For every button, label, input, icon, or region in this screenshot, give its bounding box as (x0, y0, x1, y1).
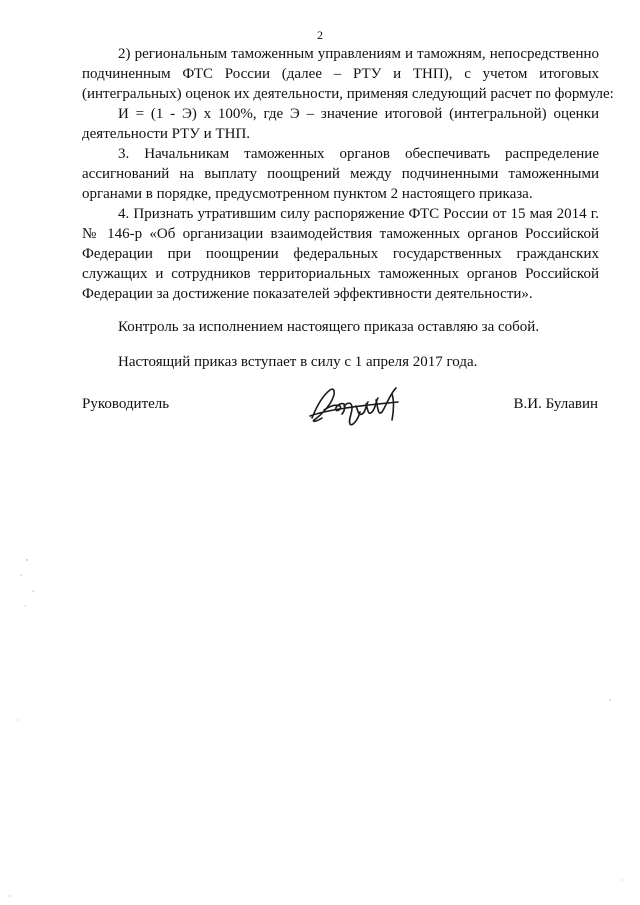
signatory-name: В.И. Булавин (513, 396, 598, 412)
paragraph-3-line-3: органами в порядке, предусмотренном пунктом 2 настоящего приказа. (82, 186, 533, 202)
control-paragraph: Контроль за исполнением настоящего приказа оставляю за собой. (118, 319, 540, 335)
handwritten-signature (306, 380, 410, 430)
page-number: 2 (317, 28, 323, 42)
paragraph-2-line-1: 2) региональным таможенным управлениям и таможням, непосредственно (118, 46, 599, 62)
signatory-title: Руководитель (82, 396, 170, 412)
effective-date-paragraph: Настоящий приказ вступает в силу с 1 апреля 2017 года. (118, 354, 478, 370)
formula-line: И = (1 - Э) х 100%, где Э – значение итоговой (интегральной) оценки (118, 106, 599, 122)
paragraph-2-line-3: (интегральных) оценок их деятельности, применяя следующий расчет по формуле: (82, 86, 614, 102)
paragraph-2-line-2: подчиненным ФТС России (далее – РТУ и ТНП), с учетом итоговых (82, 66, 599, 82)
paragraph-4-line-5: Федерации за достижение показателей эффективности деятельности». (82, 286, 533, 302)
formula-line-cont: деятельности РТУ и ТНП. (82, 126, 251, 142)
paragraph-4-line-3: Федерации при поощрении федеральных государственных гражданских (82, 246, 599, 262)
paragraph-3-line-2: ассигнований на выплату поощрений между подчиненными таможенными (82, 166, 599, 182)
paragraph-4-line-2: № 146-р «Об организации взаимодействия таможенных органов Российской (82, 226, 599, 242)
paragraph-3-line-1: 3. Начальникам таможенных органов обеспечивать распределение (118, 146, 599, 162)
paragraph-4-line-4: служащих и сотрудников территориальных таможенных органов Российской (82, 266, 599, 282)
paragraph-4-line-1: 4. Признать утратившим силу распоряжение ФТС России от 15 мая 2014 г. (118, 206, 599, 222)
